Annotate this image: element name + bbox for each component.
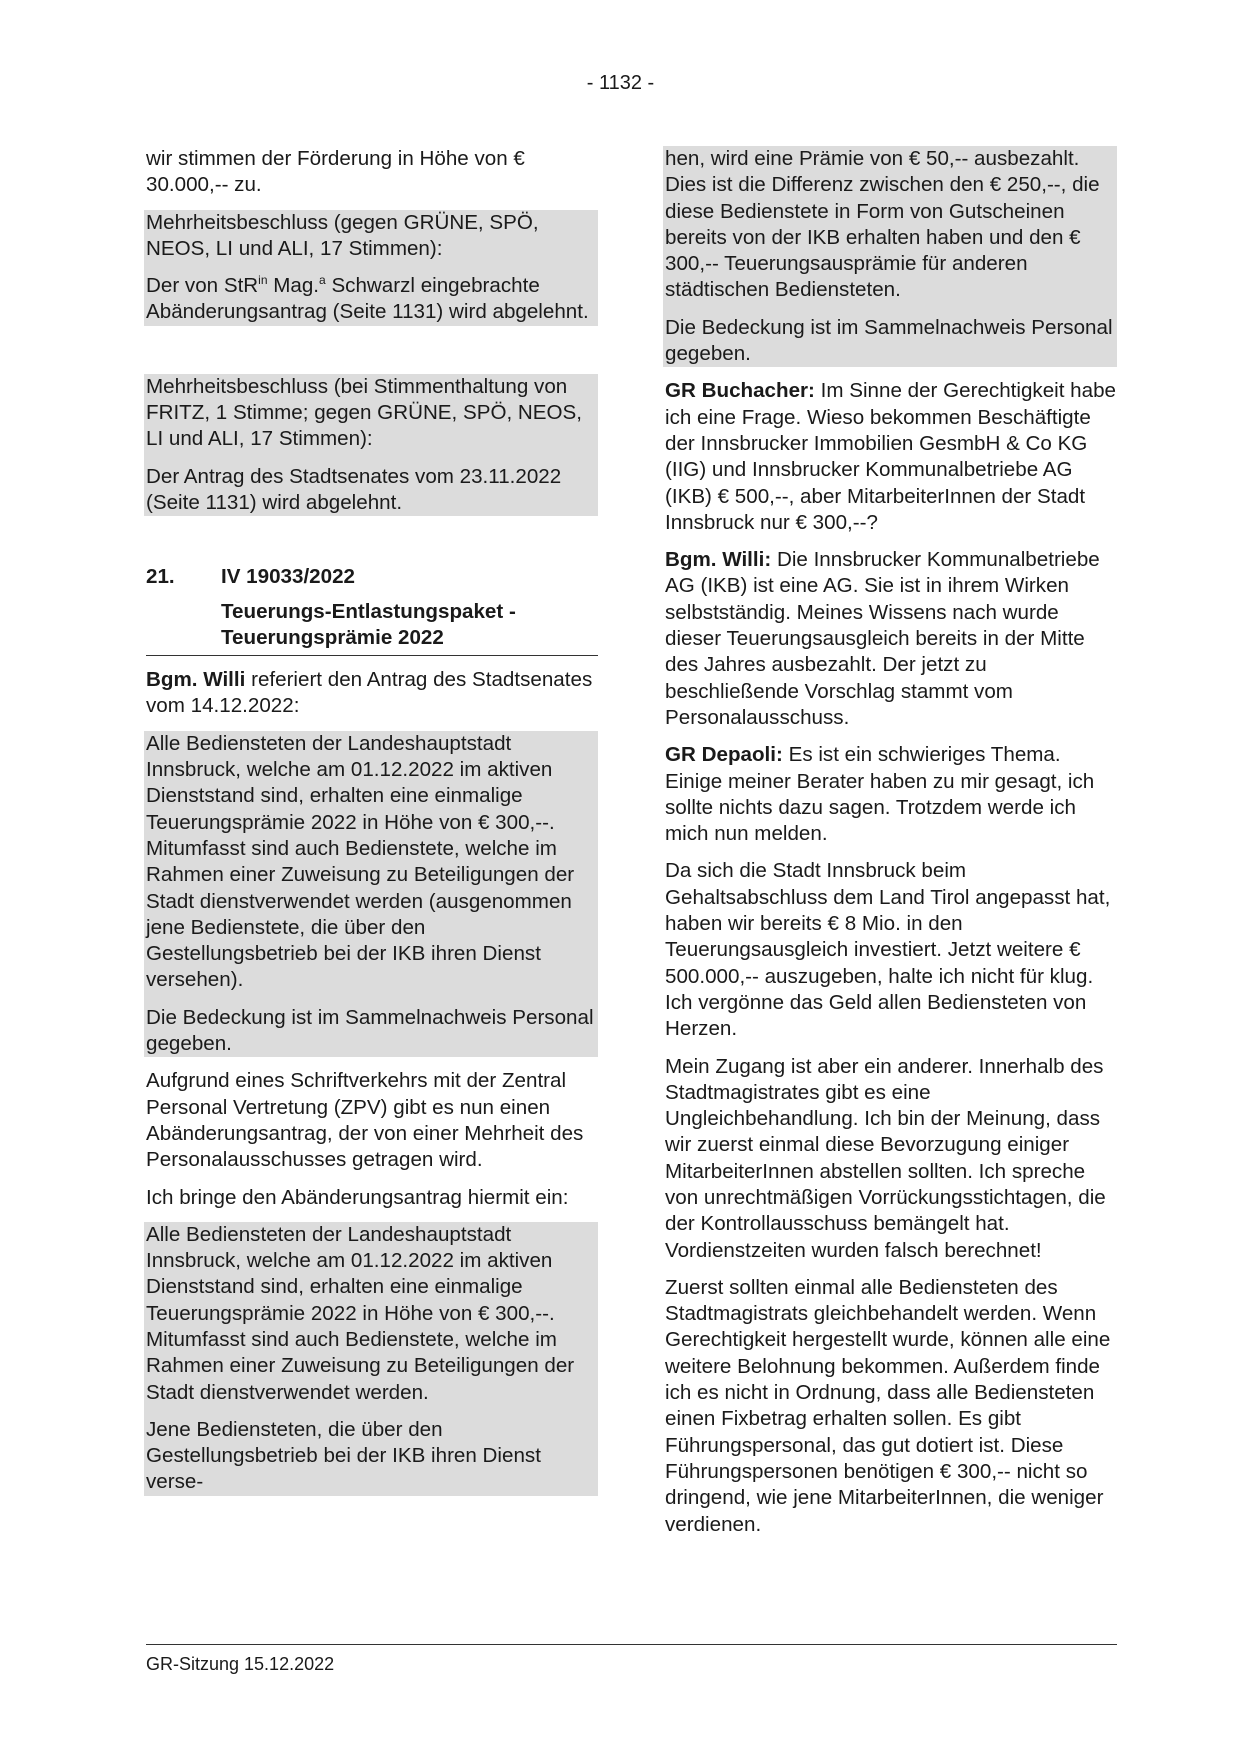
motion-text: Alle Bediensteten der Landeshauptstadt Innsbruck, welche am 01.12.2022 im aktiven Dienststand sind, erhalten eine einmalige Teuerungsprämie 2022 in Höhe von € 300,--. Mitumfasst sind auch Bedienstete, welche im Rahmen einer Zuweisung zu Beteiligungen der Stadt dienstverwendet werden (ausgenommen jene Bedienstete, die über den Gestellungsbetrieb bei der IKB ihren Dienst versehen). — [146, 731, 575, 992]
text-part: Der von StR — [146, 274, 259, 298]
footer-text: GR-Sitzung 15.12.2022 — [146, 1654, 335, 1674]
title-line: Teuerungsprämie 2022 — [221, 625, 444, 649]
agenda-item-title — [146, 599, 598, 657]
paragraph — [665, 378, 1117, 536]
paragraph: Aufgrund eines Schriftverkehrs mit der Zentral Personal Vertretung (ZPV) gibt es nun einen Abänderungsantrag, der von einer Mehrheit des Personalausschusses getragen wird. — [146, 1069, 584, 1172]
speech-text: referiert den Antrag des Stadtsenates vom 14.12.2022: — [146, 668, 593, 718]
superscript: in — [258, 273, 268, 288]
title-line: Teuerungs-Entlastungspaket - — [221, 599, 516, 623]
agenda-item-code: IV 19033/2022 — [221, 565, 355, 589]
amendment-text: Alle Bediensteten der Landeshauptstadt Innsbruck, welche am 01.12.2022 im aktiven Dienststand sind, erhalten eine einmalige Teuerungsprämie 2022 in Höhe von € 300,--. Mitumfasst sind auch Bedienstete, welche im Rahmen einer Zuweisung zu Beteiligungen der Stadt dienstverwendet werden. — [146, 1222, 575, 1404]
resolution-text: Der Antrag des Stadtsenates vom 23.11.2022 (Seite 1131) wird abgelehnt. — [146, 464, 562, 514]
text-part: Mag. — [267, 274, 320, 298]
speech-text: Es ist ein schwieriges Thema. Einige meiner Berater haben zu mir gesagt, ich sollte nichts dazu sagen. Trotzdem werde ich mich nun melden. — [665, 743, 1095, 846]
speech-text: Im Sinne der Gerechtigkeit habe ich eine Frage. Wieso bekommen Beschäftigte der Innsbrucker Immobilien GesmbH & Co KG (IIG) und Innsbrucker Kommunalbetriebe AG (IKB) € 500,--, aber MitarbeiterInnen der Stadt Innsbruck nur € 300,--? — [665, 379, 1116, 534]
resolution-box — [144, 374, 598, 516]
paragraph: wir stimmen der Förderung in Höhe von € 30.000,-- zu. — [146, 147, 525, 197]
right-column — [665, 146, 1117, 1549]
resolution-heading: Mehrheitsbeschluss (bei Stimmenthaltung von FRITZ, 1 Stimme; gegen GRÜNE, SPÖ, NEOS, LI und ALI, 17 Stimmen): — [146, 374, 583, 451]
agenda-item-number: 21. — [146, 565, 175, 589]
motion-text: Die Bedeckung ist im Sammelnachweis Personal gegeben. — [146, 1005, 594, 1056]
speaker-name: Bgm. Willi: — [665, 548, 772, 572]
speaker-name: GR Buchacher: — [665, 379, 815, 403]
paragraph: Ich bringe den Abänderungsantrag hiermit ein: — [146, 1185, 569, 1209]
superscript: a — [319, 273, 326, 288]
amendment-text: hen, wird eine Prämie von € 50,-- ausbezahlt. Dies ist die Differenz zwischen den € 250,--, die diese Bedienstete in Form von Gutscheinen bereits von der IKB erhalten haben und den € 300,-- Teuerungsausprämie für anderen städtischen Bediensteten. — [665, 147, 1100, 302]
left-column — [146, 146, 598, 1496]
amendment-box-continued — [663, 146, 1117, 367]
speaker-name: GR Depaoli: — [665, 743, 783, 767]
paragraph: Zuerst sollten einmal alle Bediensteten des Stadtmagistrats gleichbehandelt werden. Wenn Gerechtigkeit hergestellt wurde, können alle eine weitere Belohnung bekommen. Außerdem finde ich es nicht in Ordnung, dass alle Bediensteten einen Fixbetrag erhalten sollen. Es gibt Führungspersonal, das gut dotiert ist. Diese Führungspersonen benötigen € 300,-- nicht so dringend, wie jene MitarbeiterInnen, die weniger verdienen. — [665, 1275, 1111, 1536]
paragraph — [665, 742, 1117, 847]
page-number: - 1132 - — [586, 72, 655, 94]
resolution-box — [144, 210, 598, 326]
agenda-item-header — [146, 564, 598, 590]
speaker-name: Bgm. Willi — [146, 668, 246, 692]
text-part: Schwarzl eingebrachte Abänderungsantrag (Seite 1131) wird abgelehnt. — [146, 274, 589, 324]
paragraph — [146, 667, 598, 720]
paragraph: Mein Zugang ist aber ein anderer. Innerhalb des Stadtmagistrates gibt es eine Ungleichbehandlung. Ich bin der Meinung, dass wir zuerst einmal diese Bevorzugung einiger MitarbeiterInnen abstellen sollten. Ich spreche von unrechtmäßigen Vorrückungsstichtagen, die der Kontrollausschuss bemängelt hat. Vordienstzeiten wurden falsch berechnet! — [665, 1054, 1106, 1262]
paragraph: Da sich die Stadt Innsbruck beim Gehaltsabschluss dem Land Tirol angepasst hat, haben wir bereits € 8 Mio. in den Teuerungsausgleich investiert. Jetzt weitere € 500.000,-- auszugeben, halte ich nicht für klug. Ich vergönne das Geld allen Bediensteten von Herzen. — [665, 859, 1111, 1041]
speech-text: Die Innsbrucker Kommunalbetriebe AG (IKB) ist eine AG. Sie ist in ihrem Wirken selbstständig. Meines Wissens nach wurde dieser Teuerungsausgleich bereits in der Mitte des Jahres ausbezahlt. Der jetzt zu beschließende Vorschlag stammt vom Personalausschuss. — [665, 548, 1100, 729]
amendment-text: Jene Bediensteten, die über den Gestellungsbetrieb bei der IKB ihren Dienst verse- — [146, 1417, 541, 1494]
paragraph — [665, 547, 1117, 731]
resolution-heading: Mehrheitsbeschluss (gegen GRÜNE, SPÖ, NEOS, LI und ALI, 17 Stimmen): — [146, 210, 539, 260]
amendment-text: Die Bedeckung ist im Sammelnachweis Personal gegeben. — [665, 315, 1113, 366]
footer-divider — [146, 1644, 1117, 1645]
motion-box — [144, 731, 598, 1058]
resolution-text — [146, 273, 595, 326]
amendment-box — [144, 1222, 598, 1496]
